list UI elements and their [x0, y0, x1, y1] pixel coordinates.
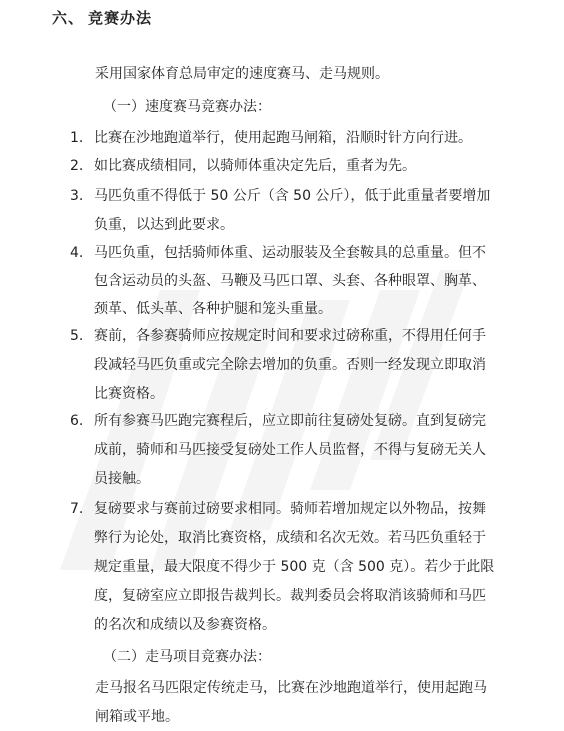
list-item-text: 度，复磅室应立即报告裁判长。裁判委员会将取消该骑师和马匹 [94, 588, 486, 604]
list-item-text: 比赛在沙地跑道举行，使用起跑马闸箱，沿顺时针方向行进。 [94, 130, 472, 146]
list-marker: 6. [70, 413, 84, 429]
list-marker: 4. [70, 245, 84, 261]
list-marker: 5. [70, 328, 84, 344]
list-item-text: 颈革、低头革、各种护腿和笼头重量。 [94, 301, 332, 317]
intro-paragraph: 采用国家体育总局审定的速度赛马、走马规则。 [95, 66, 389, 82]
list-item-text: 所有参赛马匹跑完赛程后，应立即前往复磅处复磅。直到复磅完 [94, 413, 486, 429]
list-marker: 2. [70, 158, 84, 174]
list-item-text: 包含运动员的头盔、马鞭及马匹口罩、头套、各种眼罩、胸革、 [94, 273, 486, 289]
list-marker: 1. [70, 130, 84, 146]
list-item-text: 复磅要求与赛前过磅要求相同。骑师若增加规定以外物品，按舞 [94, 501, 486, 517]
list-item-text: 马匹负重，包括骑师体重、运动服装及全套鞍具的总重量。但不 [94, 245, 486, 261]
list-item-text: 段减轻马匹负重或完全除去增加的负重。否则一经发现立即取消 [94, 357, 486, 373]
list-item-text: 赛前，各参赛骑师应按规定时间和要求过磅称重，不得用任何手 [94, 328, 486, 344]
final-paragraph-line-2: 闸箱或平地。 [95, 709, 179, 725]
list-item-text: 成前，骑师和马匹接受复磅处工作人员监督，不得与复磅无关人 [94, 442, 486, 458]
final-paragraph-line-1: 走马报名马匹限定传统走马，比赛在沙地跑道举行，使用起跑马 [95, 680, 487, 696]
list-item-text: 如比赛成绩相同，以骑师体重决定先后，重者为先。 [94, 158, 416, 174]
list-item-text: 规定重量，最大限度不得少于 500 克（含 500 克）。若少于此限 [94, 559, 495, 575]
list-item-text: 弊行为论处，取消比赛资格，成绩和名次无效。若马匹负重轻于 [94, 530, 486, 546]
subheading-speed-racing: （一）速度赛马竞赛办法： [103, 99, 271, 115]
list-marker: 3. [70, 188, 84, 204]
list-marker: 7. [70, 501, 84, 517]
list-item-text: 马匹负重不得低于 50 公斤（含 50 公斤），低于此重量者要增加 [94, 188, 491, 204]
list-item-text: 员接触。 [94, 471, 150, 487]
section-heading [52, 6, 152, 30]
subheading-pacing-horse: （二）走马项目竞赛办法： [103, 649, 271, 665]
list-item-text: 的名次和成绩以及参赛资格。 [94, 617, 276, 633]
list-item-text: 比赛资格。 [94, 386, 164, 402]
list-item-text: 负重，以达到此要求。 [94, 217, 234, 233]
section-number: 六、 [52, 9, 85, 27]
section-title: 竞赛办法 [88, 9, 153, 27]
